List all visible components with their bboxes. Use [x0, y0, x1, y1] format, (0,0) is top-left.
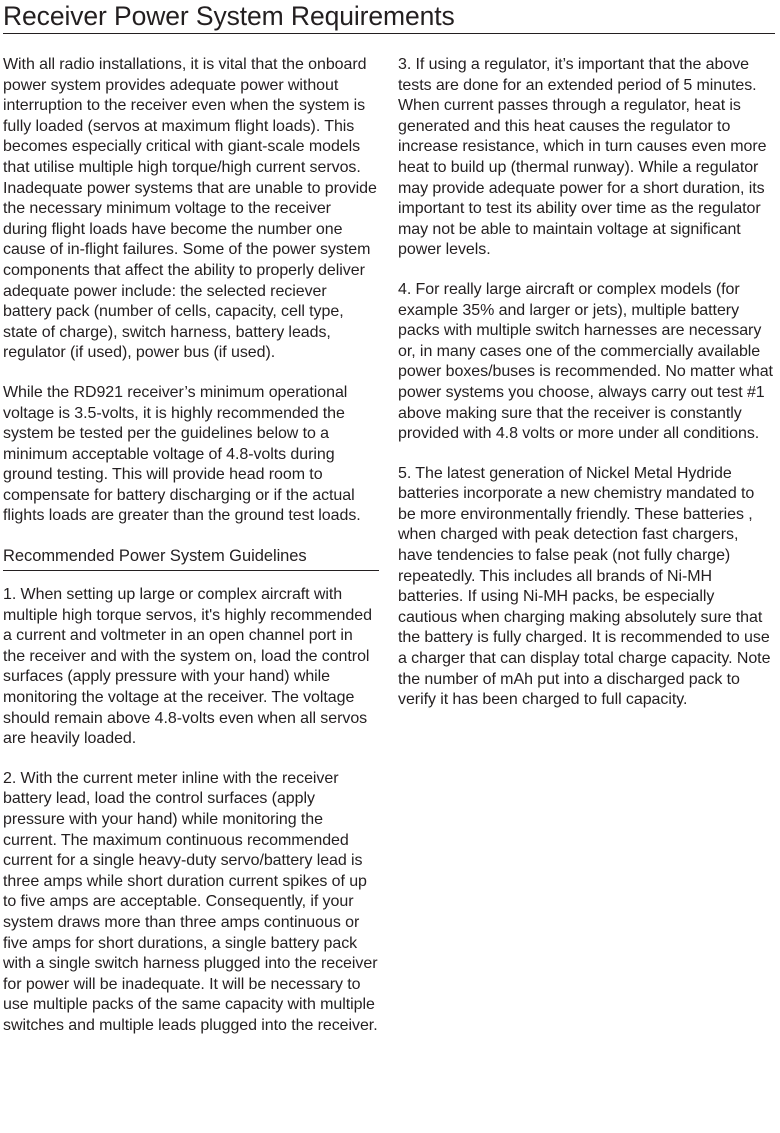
right-column	[398, 55, 774, 711]
guideline-item-5: 5. The latest generation of Nickel Metal Hydride batteries incorporate a new chemistry mandated to be more environmentally friendly. These batteries , when charged with peak detection fast chargers, have tendencies to false peak (not fully charge) repeatedly. This includes all brands of Ni-MH batteries. If using Ni-MH packs, be especially cautious when charging making absolutely sure that the battery is fully charged. It is recommended to use a charger that can display total charge capacity. Note the number of mAh put into a discharged pack to verify it has been charged to full capacity.	[398, 464, 771, 709]
intro-paragraph-1: With all radio installations, it is vital that the onboard power system provides adequate power without interruption to the receiver even when the system is fully loaded (servos at maximum flight loads). This becomes especially critical with giant-scale models that utilise multiple high torque/high current servos. Inadequate power systems that are unable to provide the necessary minimum voltage to the receiver during flight loads have become the number one cause of in-flight failures. Some of the power system components that affect the ability to properly deliver adequate power include: the selected reciever battery pack (number of cells, capacity, cell type, state of charge), switch harness, battery leads, regulator (if used), power bus (if used).	[3, 56, 377, 362]
two-column-body	[3, 55, 775, 1037]
subheading-divider	[3, 570, 379, 571]
section-subheading: Recommended Power System Guidelines	[3, 547, 307, 566]
guideline-item-4: 4. For really large aircraft or complex models (for example 35% and larger or jets), multiple battery packs with multiple switch harnesses are necessary or, in many cases one of the commercially available power boxes/buses is recommended. No matter what power systems you choose, always carry out test #1 above making sure that the receiver is constantly provided with 4.8 volts or more under all conditions.	[398, 280, 773, 443]
guideline-item-1: 1. When setting up large or complex aircraft with multiple high torque servos, it's highly recommended a current and voltmeter in an open channel port in the receiver and with the system on, load the control surfaces (apply pressure with your hand) while monitoring the voltage at the receiver. The voltage should remain above 4.8-volts even when all servos are heavily loaded.	[3, 586, 372, 748]
guideline-item-3: 3. If using a regulator, it’s important that the above tests are done for an extended period of 5 minutes. When current passes through a regulator, heat is generated and this heat causes the regulator to increase resistance, which in turn causes even more heat to build up (thermal runway). While a regulator may provide adequate power for a short duration, its important to test its ability over time as the regulator may not be able to maintain voltage at significant power levels.	[398, 56, 767, 259]
title-divider	[3, 33, 775, 34]
guideline-item-2: 2. With the current meter inline with the receiver battery lead, load the control surfaces (apply pressure with your hand) while monitoring the current. The maximum continuous recommended current for a single heavy-duty servo/battery lead is three amps while short duration current spikes of up to five amps are acceptable. Consequently, if your system draws more than three amps continuous or five amps for short durations, a single battery pack with a single switch harness plugged into the receiver for power will be inadequate. It will be necessary to use multiple packs of the same capacity with multiple switches and multiple leads plugged into the receiver.	[3, 769, 378, 1034]
intro-paragraph-2: While the RD921 receiver’s minimum operational voltage is 3.5-volts, it is highly recommended the system be tested per the guidelines below to a minimum acceptable voltage of 4.8-volts during ground testing. This will provide head room to compensate for battery discharging or if the actual flights loads are greater than the ground test loads.	[3, 383, 361, 525]
left-column	[3, 55, 379, 1037]
page-title: Receiver Power System Requirements	[3, 1, 455, 31]
